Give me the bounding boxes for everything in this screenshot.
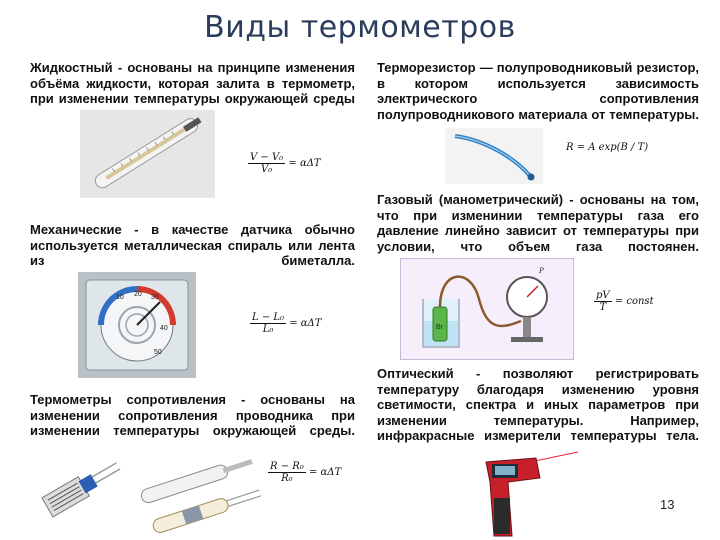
formula-resistance: $\frac{\text{R − R₀}}{\text{R₀}}$ = αΔT (270, 461, 342, 484)
gas-thermometer-diagram (400, 258, 574, 360)
gauge-pressure-label: P (539, 267, 544, 275)
page-title: Виды термометров (204, 10, 516, 45)
formula-thermistor: R = A exp(B / T) (566, 142, 649, 153)
liquid-thermometer-image (80, 110, 215, 198)
text-mechanical: Механические - в качестве датчика обычно используется металлическая спираль или лента из биметалла. (30, 222, 355, 269)
dial-number: 40 (160, 325, 168, 332)
resistance-probe-image (134, 455, 264, 537)
dial-number: 50 (154, 349, 162, 356)
text-thermistor: Терморезистор — полупроводниковый резистор, в котором используется зависимость электрического сопротивления полупроводникового материала от температуры. (377, 60, 699, 122)
resistance-sensor-image (32, 458, 127, 518)
text-resistance: Термометры сопротивления - основаны на изменении сопротивления проводника при изменении температуры окружающей среды. (30, 392, 355, 439)
mechanical-thermometer-image (78, 272, 196, 378)
beaker-label: Вг (436, 324, 444, 331)
page-number: 13 (660, 497, 675, 512)
formula-mechanical: $\frac{\text{L − L₀}}{\text{L₀}}$ = αΔT (252, 312, 322, 335)
text-liquid: Жидкостный - основаны на принципе изменения объёма жидкости, которая залита в термометр, при изменении температуры окружающей среды (30, 60, 355, 107)
dial-number: 30 (151, 294, 159, 301)
dial-number: 10 (116, 294, 124, 301)
dial-number: 20 (134, 291, 142, 298)
formula-gas: $\frac{pV}{T}$ = const (596, 290, 654, 313)
thermistor-image (445, 128, 543, 184)
infrared-thermometer-image (478, 448, 580, 538)
text-gas: Газовый (манометрический) - основаны на том, что при изменинии температуры газа его давление линейно зависит от температуры при условии, что объем газа постоянен. (377, 192, 699, 254)
formula-liquid: $\frac{\text{V − V₀}}{\text{V₀}}$ = αΔT (250, 152, 321, 175)
text-optical: Оптический - позволяют регистрировать температуру благодаря изменению уровня светимости, спектра и иных параметров при изменении температуры. Например, инфракрасные измерители температуры тела. (377, 366, 699, 444)
